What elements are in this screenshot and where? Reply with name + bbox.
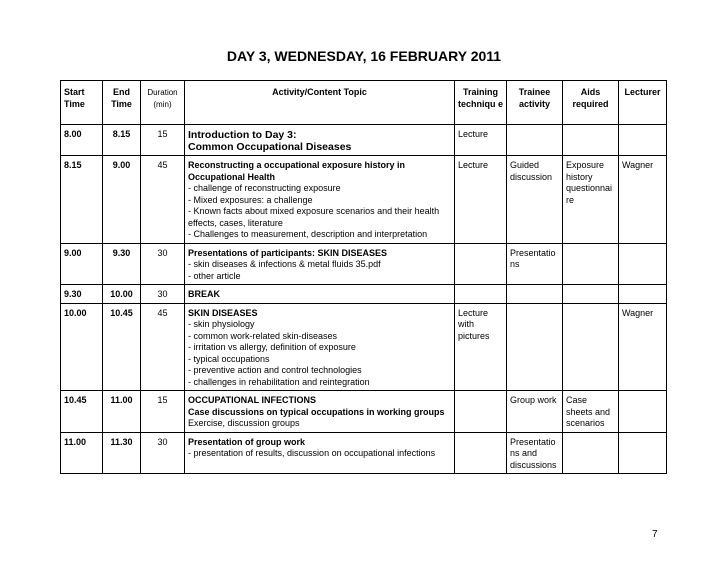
activity-detail: - other article [188, 270, 241, 281]
cell-activity [185, 125, 455, 156]
cell-aids [563, 125, 619, 156]
cell-start: 9.00 [61, 243, 103, 285]
cell-activity [185, 285, 455, 304]
activity-title-line2: Common Occupational Diseases [188, 141, 352, 153]
activity-detail: - Challenges to measurement, description and interpretation [188, 229, 428, 239]
activity-title: Introduction to Day 3: [188, 129, 297, 141]
cell-trainee [507, 303, 563, 391]
cell-aids: Exposure history questionnai re [563, 156, 619, 244]
schedule-table [60, 80, 667, 474]
cell-trainee [507, 125, 563, 156]
table-row [61, 303, 667, 391]
cell-start: 11.00 [61, 432, 103, 474]
cell-training [455, 243, 507, 285]
cell-duration: 45 [141, 303, 185, 391]
activity-detail: Exercise, discussion groups [188, 418, 300, 428]
table-row [61, 285, 667, 304]
cell-training: Lecture [455, 156, 507, 244]
cell-training: Lecture with pictures [455, 303, 507, 391]
cell-start: 8.00 [61, 125, 103, 156]
page-title: DAY 3, WEDNESDAY, 16 FEBRUARY 2011 [226, 48, 502, 64]
activity-detail: - challenges in rehabilitation and reintegration [188, 376, 370, 387]
cell-trainee: Guided discussion [507, 156, 563, 244]
table-row [61, 391, 667, 433]
cell-end: 11.30 [103, 432, 141, 474]
cell-training [455, 391, 507, 433]
cell-activity [185, 303, 455, 391]
page-number: 7 [652, 529, 658, 540]
cell-end: 10.00 [103, 285, 141, 304]
cell-activity [185, 391, 455, 433]
activity-detail: - skin diseases & infections & metal fluids 35.pdf [188, 259, 381, 269]
cell-training [455, 285, 507, 304]
header-trainee: Trainee activity [507, 81, 563, 125]
cell-lecturer [619, 285, 667, 304]
cell-trainee [507, 285, 563, 304]
cell-end: 11.00 [103, 391, 141, 433]
activity-title-line2: Case discussions on typical occupations in working groups [188, 406, 445, 417]
table-row [61, 432, 667, 474]
cell-lecturer [619, 125, 667, 156]
cell-aids [563, 303, 619, 391]
cell-lecturer [619, 243, 667, 285]
cell-duration: 45 [141, 156, 185, 244]
cell-start: 8.15 [61, 156, 103, 244]
cell-trainee: Presentatio ns [507, 243, 563, 285]
activity-detail: - skin physiology [188, 319, 255, 329]
header-activity: Activity/Content Topic [185, 81, 455, 125]
cell-end: 9.00 [103, 156, 141, 244]
activity-detail: - irritation vs allergy, definition of exposure [188, 342, 356, 352]
cell-duration: 30 [141, 243, 185, 285]
header-lecturer: Lecturer [619, 81, 667, 125]
cell-start: 9.30 [61, 285, 103, 304]
activity-title: SKIN DISEASES [188, 307, 258, 318]
cell-duration: 15 [141, 125, 185, 156]
activity-title: Presentations of participants: SKIN DISEASES [188, 247, 388, 258]
cell-lecturer [619, 432, 667, 474]
cell-activity [185, 156, 455, 244]
activity-detail: - typical occupations [188, 353, 270, 364]
cell-lecturer: Wagner [619, 303, 667, 391]
header-aids: Aids required [563, 81, 619, 125]
header-duration: Duration (min) [141, 81, 185, 125]
cell-lecturer: Wagner [619, 156, 667, 244]
cell-end: 10.45 [103, 303, 141, 391]
cell-duration: 15 [141, 391, 185, 433]
activity-detail: - challenge of reconstructing exposure [188, 183, 341, 193]
cell-activity [185, 243, 455, 285]
activity-detail: - presentation of results, discussion on occupational infections [188, 448, 436, 458]
cell-start: 10.45 [61, 391, 103, 433]
header-end: End Time [103, 81, 141, 125]
table-row [61, 125, 667, 156]
cell-training: Lecture [455, 125, 507, 156]
cell-activity [185, 432, 455, 474]
cell-duration: 30 [141, 432, 185, 474]
cell-training [455, 432, 507, 474]
activity-title: Presentation of group work [188, 436, 306, 447]
activity-detail: - common work-related skin-diseases [188, 330, 338, 341]
activity-title: Reconstructing a occupational exposure history in [188, 160, 406, 170]
cell-start: 10.00 [61, 303, 103, 391]
cell-duration: 30 [141, 285, 185, 304]
activity-detail: - Known facts about mixed exposure scenarios and their health [188, 206, 440, 216]
table-row [61, 156, 667, 244]
cell-trainee: Presentatio ns and discussions [507, 432, 563, 474]
activity-detail: - preventive action and control technologies [188, 365, 362, 375]
cell-end: 8.15 [103, 125, 141, 156]
cell-trainee: Group work [507, 391, 563, 433]
activity-detail: effects, cases, literature [188, 217, 283, 228]
cell-aids [563, 432, 619, 474]
activity-title: OCCUPATIONAL INFECTIONS [188, 395, 316, 405]
activity-title-line2: Occupational Health [188, 171, 276, 182]
cell-aids [563, 243, 619, 285]
activity-detail: - Mixed exposures: a challenge [188, 194, 313, 205]
table-row [61, 243, 667, 285]
cell-end: 9.30 [103, 243, 141, 285]
activity-title: BREAK [188, 289, 221, 299]
header-row [61, 81, 667, 125]
header-training: Training techniqu e [455, 81, 507, 125]
header-start: Start Time [61, 81, 103, 125]
cell-aids [563, 285, 619, 304]
cell-aids: Case sheets and scenarios [563, 391, 619, 433]
cell-lecturer [619, 391, 667, 433]
